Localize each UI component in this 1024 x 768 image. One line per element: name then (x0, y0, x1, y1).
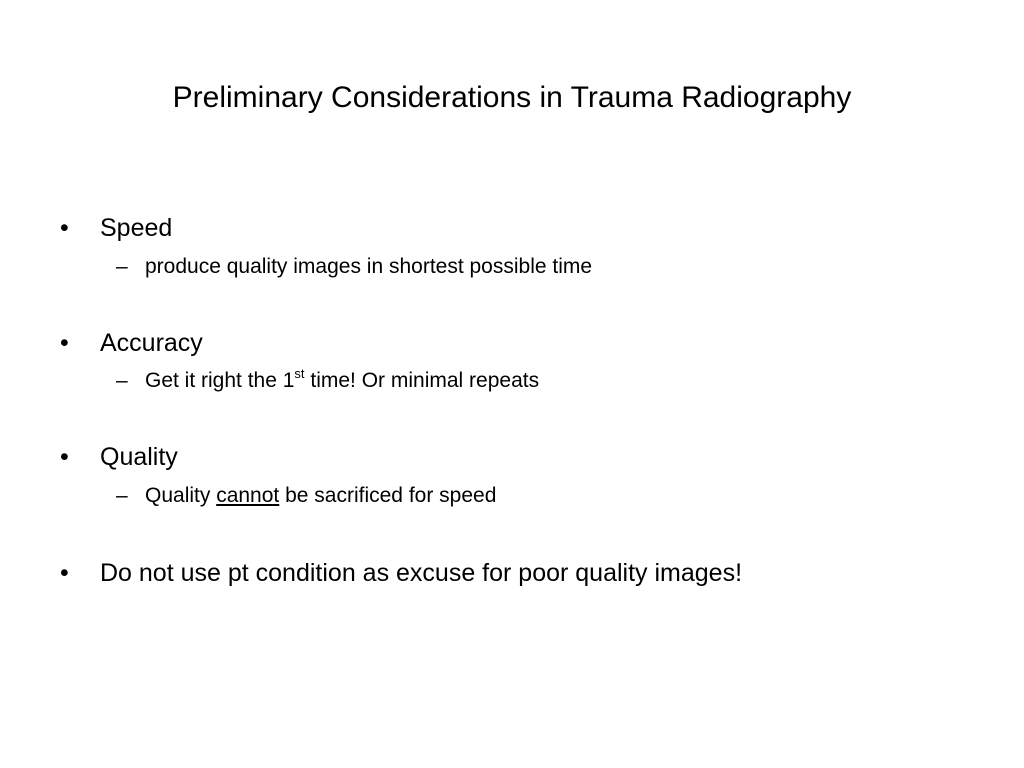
sub-bullet-speed (116, 253, 592, 281)
bullet-label: Speed (100, 214, 173, 242)
sub-bullet-text-end: be sacrificed for speed (279, 484, 497, 507)
bullet-marker: • (60, 329, 69, 357)
sub-bullet-marker: – (116, 484, 128, 507)
bullet-marker: • (60, 559, 69, 587)
superscript-st: st (294, 366, 305, 381)
sub-bullet-text: produce quality images in shortest possible time (145, 255, 593, 278)
sub-bullet-accuracy (116, 367, 539, 395)
bullet-label: Do not use pt condition as excuse for poor quality images! (100, 559, 743, 587)
sub-bullet-text-start: Get it right the 1 (145, 369, 295, 392)
sub-bullet-text-start: Quality (145, 484, 217, 507)
slide-title: Preliminary Considerations in Trauma Radiography (172, 81, 852, 114)
bullet-marker: • (60, 214, 69, 242)
sub-bullet-marker: – (116, 255, 128, 278)
sub-bullet-marker: – (116, 369, 128, 392)
sub-bullet-quality (116, 482, 496, 510)
bullet-label: Quality (100, 443, 178, 471)
bullet-marker: • (60, 443, 69, 471)
bullet-speed (60, 212, 172, 244)
sub-bullet-text-end: time! Or minimal repeats (304, 369, 540, 392)
bullet-accuracy (60, 327, 203, 359)
bullet-label: Accuracy (100, 329, 203, 357)
bullet-pt-condition (60, 557, 742, 589)
underlined-cannot: cannot (216, 484, 280, 507)
bullet-quality (60, 441, 178, 473)
